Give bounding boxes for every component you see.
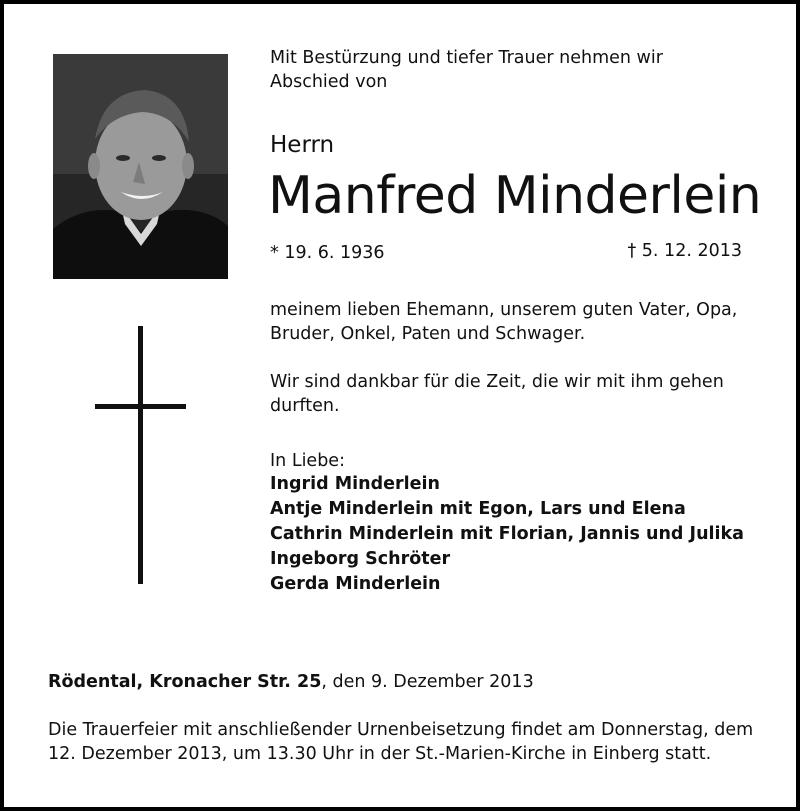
cross-vertical-bar xyxy=(138,326,143,584)
ceremony-line: 12. Dezember 2013, um 13.30 Uhr in der St.-Marien-Kirche in Einberg statt. xyxy=(48,744,712,764)
gratitude-line: Wir sind dankbar für die Zeit, die wir mit ihm gehen xyxy=(270,372,724,392)
death-date: † 5. 12. 2013 xyxy=(627,241,742,261)
place-and-date xyxy=(48,670,534,694)
mourner-name: Ingrid Minderlein xyxy=(270,474,440,494)
portrait-photo xyxy=(53,54,228,279)
mourner-name: Ingeborg Schröter xyxy=(270,549,451,569)
in-love-label: In Liebe: xyxy=(270,451,345,471)
mourner-name: Gerda Minderlein xyxy=(270,574,441,594)
description-line: meinem lieben Ehemann, unserem guten Vater, Opa, xyxy=(270,300,738,320)
mourners-list xyxy=(270,472,744,597)
deceased-name: Manfred Minderlein xyxy=(268,166,762,226)
mourner-name: Cathrin Minderlein mit Florian, Jannis und Julika xyxy=(270,524,744,544)
relationship-description xyxy=(270,298,737,346)
gratitude-line: durften. xyxy=(270,396,340,416)
mourner-name: Antje Minderlein mit Egon, Lars und Elena xyxy=(270,499,686,519)
birth-date: * 19. 6. 1936 xyxy=(270,243,385,263)
address: Rödental, Kronacher Str. 25 xyxy=(48,672,322,692)
salutation: Herrn xyxy=(270,132,335,158)
gratitude-text xyxy=(270,370,724,418)
funeral-ceremony-info xyxy=(48,718,753,766)
intro-line: Abschied von xyxy=(270,72,388,92)
description-line: Bruder, Onkel, Paten und Schwager. xyxy=(270,324,586,344)
ceremony-line: Die Trauerfeier mit anschließender Urnenbeisetzung findet am Donnerstag, dem xyxy=(48,720,754,740)
notice-date: , den 9. Dezember 2013 xyxy=(321,672,534,692)
cross-horizontal-bar xyxy=(95,404,186,409)
intro-line: Mit Bestürzung und tiefer Trauer nehmen wir xyxy=(270,48,663,68)
intro-text xyxy=(270,46,663,94)
